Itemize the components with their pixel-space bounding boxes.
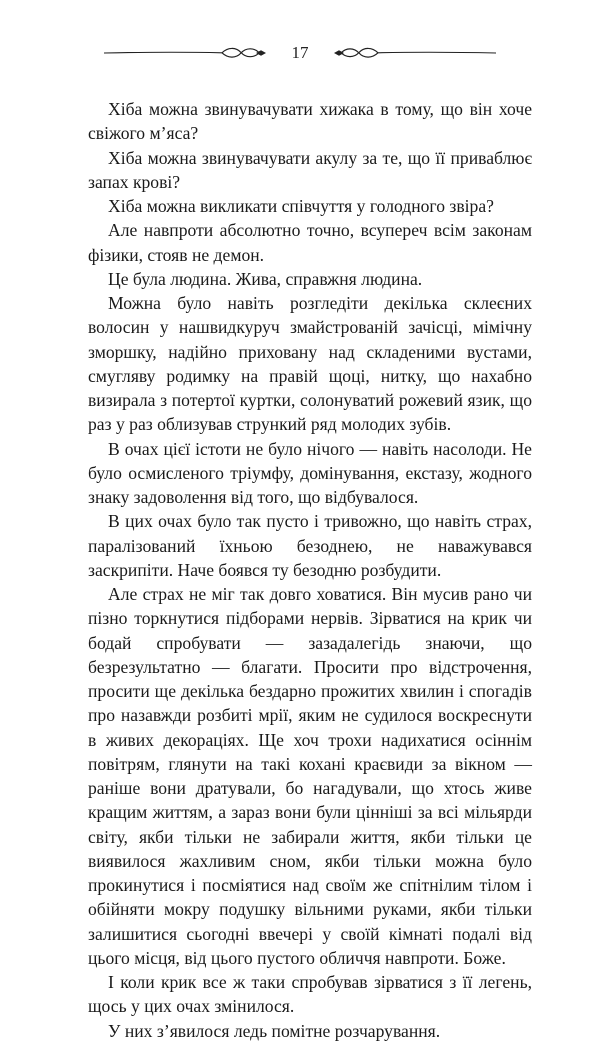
paragraph: Це була людина. Жива, справжня людина.	[108, 268, 423, 289]
paragraph: Хіба можна звинувачувати акулу за те, що її приваблює запах крові?	[88, 147, 532, 192]
paragraph: Можна було навіть розгледіти декілька склеєних волосин у нашвидкуруч змайстрованій зачісці, мімічну зморшку, надійно приховану над складеними вустами, смугляву родимку на правій щоці, нитку, що нахабно визирала з потертої куртки, солонуватий рожевий язик, що раз у раз облизував стрункий ряд молодих зубів.	[88, 293, 532, 435]
body-text	[88, 97, 532, 1043]
paragraph: В цих очах було так пусто і тривожно, що навіть страх, паралізований їхньою безоднею, не наважувався заскрипіти. Наче боявся ту безодню розбудити.	[88, 511, 532, 580]
paragraph: У них з’явилося ледь помітне розчарування.	[108, 1020, 441, 1041]
paragraph: Хіба можна звинувачувати хижака в тому, що він хоче свіжого м’яса?	[88, 99, 532, 144]
paragraph: Але навпроти абсолютно точно, всупереч всім законам фізики, стояв не демон.	[88, 220, 532, 265]
paragraph: В очах цієї істоти не було нічого — навіть насолоди. Не було осмисленого тріумфу, домінування, екстазу, жодного знаку задоволення від того, що відбувалося.	[88, 438, 532, 507]
page-header	[0, 34, 600, 74]
paragraph: І коли крик все ж таки спробував зірватися з її легень, щось у цих очах змінилося.	[88, 972, 532, 1017]
page-number: 17	[291, 43, 309, 62]
paragraph: Хіба можна викликати співчуття у голодного звіра?	[108, 196, 494, 216]
paragraph: Але страх не міг так довго ховатися. Він мусив рано чи пізно торкнутися підборами нервів. Зірватися на крик чи бодай спробувати — зазадалегідь знаючи, що безрезультатно — благати. Просити про відстрочення, просити ще декілька бездарно прожитих хвилин і спогадів про назавжди розбиті мрії, яким не судилося воскреснути в живих декораціях. Ще хоч трохи надихатися осіннім повітрям, глянути на такі кохані краєвиди за вікном — раніше вони дратували, бо нагадували, що хтось живе кращим життям, а зараз вони були ціннішi за всі мільярди світу, якби тільки не забирали життя, якби тільки це виявилося жахливим сном, якби тільки можна було прокинутися і посміятися над своїм же спітнілим тілом і обійняти мокру подушку вільними руками, якби тільки залишитися сьогодні ввечері у своїй кімнаті подалі від цього місця, від цього пустого обличчя навпроти. Боже.	[88, 584, 532, 968]
